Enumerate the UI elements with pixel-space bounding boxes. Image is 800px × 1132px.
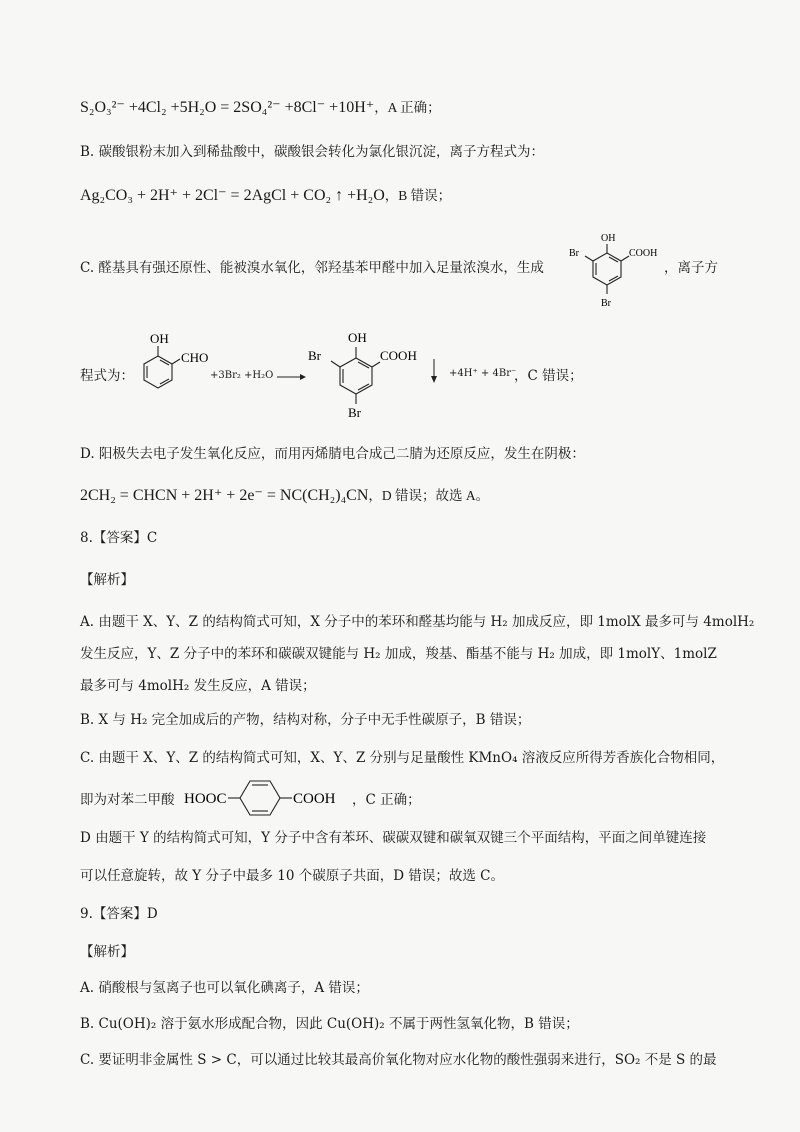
- mol-main-br-bottom: Br: [348, 405, 361, 420]
- line-12: 最多可与 4molH₂ 发生反应，A 错误；: [80, 678, 316, 694]
- line-5-tail: ，C 错误；: [514, 368, 583, 384]
- mol-top-cooh: COOH: [629, 248, 658, 259]
- line-5-head: 程式为：: [80, 368, 134, 384]
- line-4-head: C. 醛基具有强还原性、能被溴水氧化，邻羟基苯甲醛中加入足量浓溴水，生成: [80, 260, 544, 276]
- precipitate-arrow: [429, 358, 439, 388]
- molecule-terephthalic-acid: [182, 772, 362, 828]
- reaction-reagents: +3Br₂ +H₂O: [210, 370, 274, 381]
- equation-silver-carbonate: Ag₂CO₃ + 2H⁺ + 2Cl⁻ = 2AgCl + CO₂ ↑ +H₂O: [80, 187, 385, 204]
- line-11: 发生反应，Y、Z 分子中的苯环和碳碳双键能与 H₂ 加成，羧基、酯基不能与 H₂ 加成，即 1molY、1molZ: [80, 646, 717, 662]
- molecule-salicylaldehyde: [128, 328, 218, 407]
- mol-react-oh: OH: [150, 331, 169, 346]
- line-21: B. Cu(OH)₂ 溶于氨水形成配合物，因此 Cu(OH)₂ 不属于两性氢氧化物，B 错误；: [80, 1016, 579, 1032]
- equation-acrylonitrile: 2CH₂ = CHCN + 2H⁺ + 2e⁻ = NC(CH₂)₄CN: [80, 487, 369, 504]
- line-10: A. 由题干 X、Y、Z 的结构简式可知，X 分子中的苯环和醛基均能与 H₂ 加成反应，即 1molX 最多可与 4molH₂: [80, 614, 755, 630]
- mol-main-cooh: COOH: [380, 348, 417, 363]
- answer-8: 8.【答案】C: [80, 530, 158, 546]
- line-15-head: 即为对苯二甲酸: [80, 792, 175, 808]
- mol-top-br-left: Br: [569, 248, 579, 259]
- mol-main-oh: OH: [348, 330, 367, 345]
- molecule-product-main: [300, 328, 440, 424]
- analysis-8-heading: 【解析】: [80, 572, 134, 588]
- mol-top-br-bottom: Br: [601, 298, 611, 309]
- line-7-tail: ，D 错误；故选 A。: [368, 488, 490, 503]
- line-13: B. X 与 H₂ 完全加成后的产物，结构对称，分子中无手性碳原子，B 错误；: [80, 712, 531, 728]
- terephthalic-right: COOH: [293, 791, 336, 807]
- mol-react-cho: CHO: [181, 350, 209, 365]
- terephthalic-left: HOOC: [184, 791, 227, 807]
- line-17: 可以任意旋转，故 Y 分子中最多 10 个碳原子共面，D 错误；故选 C。: [80, 868, 504, 884]
- line-22: C. 要证明非金属性 S > C，可以通过比较其最高价氧化物对应水化物的酸性强弱来进行，SO₂ 不是 S 的最: [80, 1052, 717, 1068]
- mol-main-br-left: Br: [308, 348, 321, 363]
- answer-9: 9.【答案】D: [80, 906, 158, 922]
- line-20: A. 硝酸根与氢离子也可以氧化碘离子，A 错误；: [80, 980, 369, 996]
- line-4-tail: ，离子方: [664, 260, 718, 276]
- line-15-tail: ，C 正确；: [352, 792, 421, 808]
- line-16: D 由题干 Y 的结构简式可知，Y 分子中含有苯环、碳碳双键和碳氧双键三个平面结构，平面之间单键连接: [80, 830, 707, 846]
- line-3-tail: ，B 错误；: [384, 188, 452, 203]
- reaction-products: +4H⁺ + 4Br⁻: [449, 368, 517, 379]
- line-1-tail: ，A 正确；: [374, 100, 441, 115]
- mol-top-oh: OH: [601, 233, 616, 244]
- line-2: B. 碳酸银粉末加入到稀盐酸中，碳酸银会转化为氯化银沉淀，离子方程式为：: [80, 144, 545, 160]
- line-1: [80, 98, 441, 118]
- line-7: [80, 486, 489, 506]
- molecule-product-top: [565, 226, 675, 320]
- line-14: C. 由题干 X、Y、Z 的结构简式可知，X、Y、Z 分别与足量酸性 KMnO₄ 溶液反应所得芳香族化合物相同，: [80, 750, 725, 766]
- line-6: D. 阳极失去电子发生氧化反应，而用丙烯腈电合成己二腈为还原反应，发生在阴极：: [80, 446, 585, 462]
- line-3: [80, 186, 451, 206]
- equation-thiosulfate: S₂O₃²⁻ +4Cl₂ +5H₂O = 2SO₄²⁻ +8Cl⁻ +10H⁺: [80, 99, 375, 116]
- analysis-9-heading: 【解析】: [80, 944, 134, 960]
